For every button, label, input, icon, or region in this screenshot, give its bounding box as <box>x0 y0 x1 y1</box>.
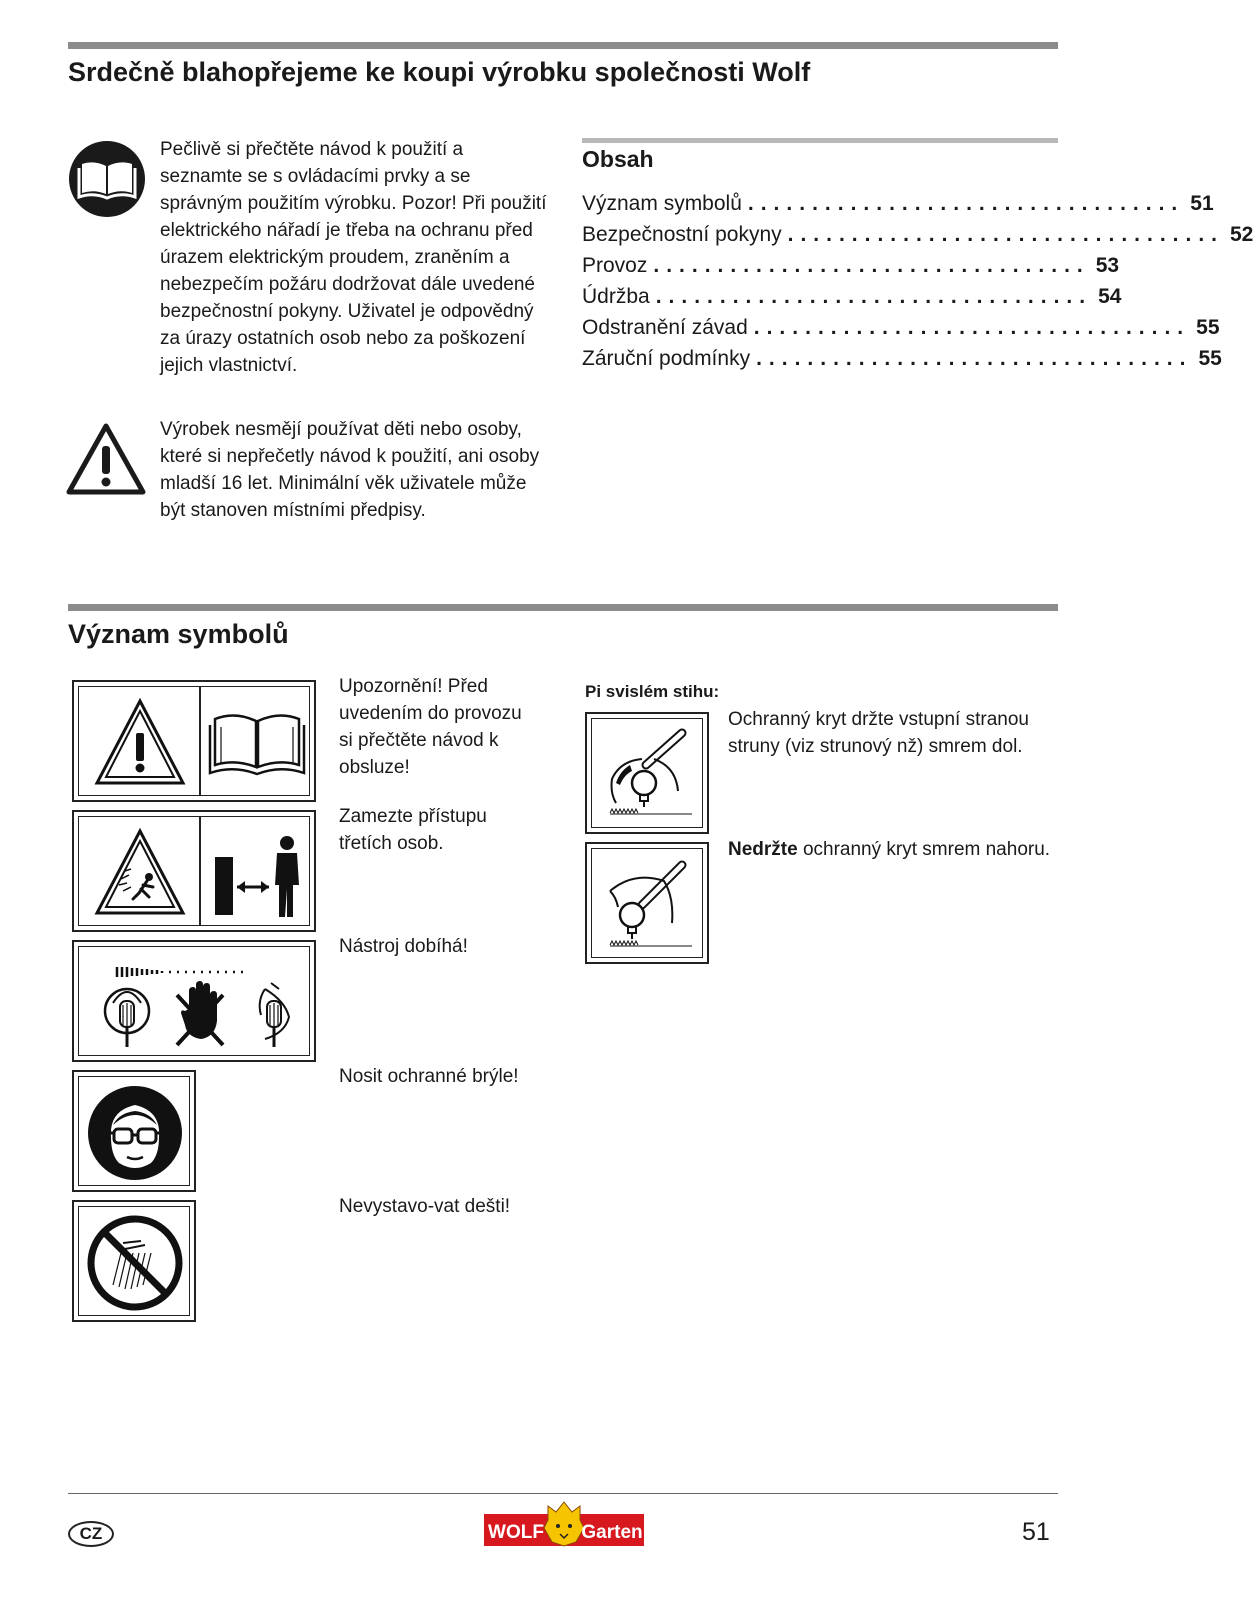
guard-up-bold: Nedržte <box>728 839 798 860</box>
symbol-text: Upozornění! Před uvedením do provozu si přečtěte návod k obsluze! <box>339 676 522 778</box>
tool-coasting-icon <box>89 955 307 1055</box>
symbol-warning-manual <box>72 680 316 802</box>
toc-item-page: 55 <box>1198 347 1222 370</box>
warning-triangle-icon <box>66 422 146 496</box>
toc-item-page: 55 <box>1196 316 1220 339</box>
no-rain-icon <box>87 1215 183 1311</box>
toc-item[interactable] <box>582 223 1253 254</box>
toc-item-label: Bezpečnostní pokyny <box>582 223 782 246</box>
symbol-text: Zamezte přístupu třetích osob. <box>339 806 487 854</box>
toc-leader: .................................. <box>653 254 1090 277</box>
read-manual-icon <box>68 140 146 218</box>
toc-item-label: Údržba <box>582 285 650 308</box>
logo-right-text: Garten <box>581 1522 643 1543</box>
symbol-text: Nástroj dobíhá! <box>339 936 468 957</box>
warning-text: Výrobek nesmějí používat děti nebo osoby, které si nepřečetly návod k použití, ani osoby mladší 16 let. Minimální věk uživatele může být stanoven místními předpisy. <box>160 419 540 521</box>
toc-leader: .................................. <box>756 347 1193 370</box>
top-rule <box>68 42 1058 49</box>
toc-leader: .................................. <box>787 223 1224 246</box>
toc-leader: .................................. <box>753 316 1191 339</box>
toc-item-page: 54 <box>1098 285 1122 308</box>
footer-rule <box>68 1493 1058 1494</box>
toc-leader: .................................. <box>655 285 1093 308</box>
symbols-title: Význam symbolů <box>68 619 289 649</box>
symbol-safety-goggles <box>72 1070 196 1192</box>
manual-book-icon <box>207 707 307 777</box>
toc-item-label: Záruční podmínky <box>582 347 751 370</box>
symbol-no-rain <box>72 1200 196 1322</box>
read-manual-text: Pečlivě si přečtěte návod k použití a seznamte se s ovládacími prvky a se správným použitím výrobku. Pozor! Při použití elektrického nářadí je třeba na ochranu před úrazem elektrickým proudem, zraněním a nebezpečím požáru dodržovat dále uvedené bezpečnostní pokyny. Uživatel je odpovědný za úrazy ostatních osob nebo za poškození jejich vlastnictví. <box>160 139 547 376</box>
toc-item[interactable] <box>582 254 1120 285</box>
guard-down-text: Ochranný kryt držte vstupní stranou struny (viz strunový nž) smrem dol. <box>728 709 1029 757</box>
toc-rule <box>582 138 1058 143</box>
thrown-objects-warning-icon <box>93 827 187 917</box>
warning-triangle-icon <box>93 697 187 787</box>
toc-item-page: 51 <box>1190 192 1214 215</box>
toc-title: Obsah <box>582 146 654 172</box>
page-number: 51 <box>1022 1518 1050 1546</box>
symbol-text: Nosit ochranné brýle! <box>339 1066 519 1087</box>
guard-up-rest: ochranný kryt smrem nahoru. <box>797 839 1051 860</box>
language-badge: CZ <box>68 1521 114 1547</box>
toc-item-page: 52 <box>1230 223 1253 246</box>
symbol-text: Nevystavo-vat dešti! <box>339 1196 511 1217</box>
bystander-distance-icon <box>207 829 307 921</box>
toc-item-page: 53 <box>1095 254 1120 277</box>
vertical-cut-heading: Pi svislém stihu: <box>585 682 720 701</box>
symbol-tool-coasting <box>72 940 316 1062</box>
guard-down-icon <box>598 725 698 825</box>
guard-up-text <box>728 836 1058 863</box>
symbols-rule <box>68 604 1058 611</box>
toc-item[interactable] <box>582 347 1222 378</box>
symbol-keep-away <box>72 810 316 932</box>
toc-item[interactable] <box>582 285 1122 316</box>
symbol-guard-up <box>585 842 709 964</box>
symbol-guard-down <box>585 712 709 834</box>
toc-item[interactable] <box>582 192 1214 223</box>
safety-goggles-icon <box>87 1085 183 1181</box>
guard-up-icon <box>598 855 698 955</box>
toc-item-label: Význam symbolů <box>582 192 742 215</box>
table-of-contents <box>582 192 1253 378</box>
toc-item[interactable] <box>582 316 1220 347</box>
toc-item-label: Odstranění závad <box>582 316 748 339</box>
logo-left-text: WOLF <box>488 1522 544 1543</box>
wolf-garten-logo <box>484 1502 644 1553</box>
toc-item-label: Provoz <box>582 254 648 277</box>
page-title: Srdečně blahopřejeme ke koupi výrobku společnosti Wolf <box>68 57 811 87</box>
toc-leader: .................................. <box>747 192 1185 215</box>
